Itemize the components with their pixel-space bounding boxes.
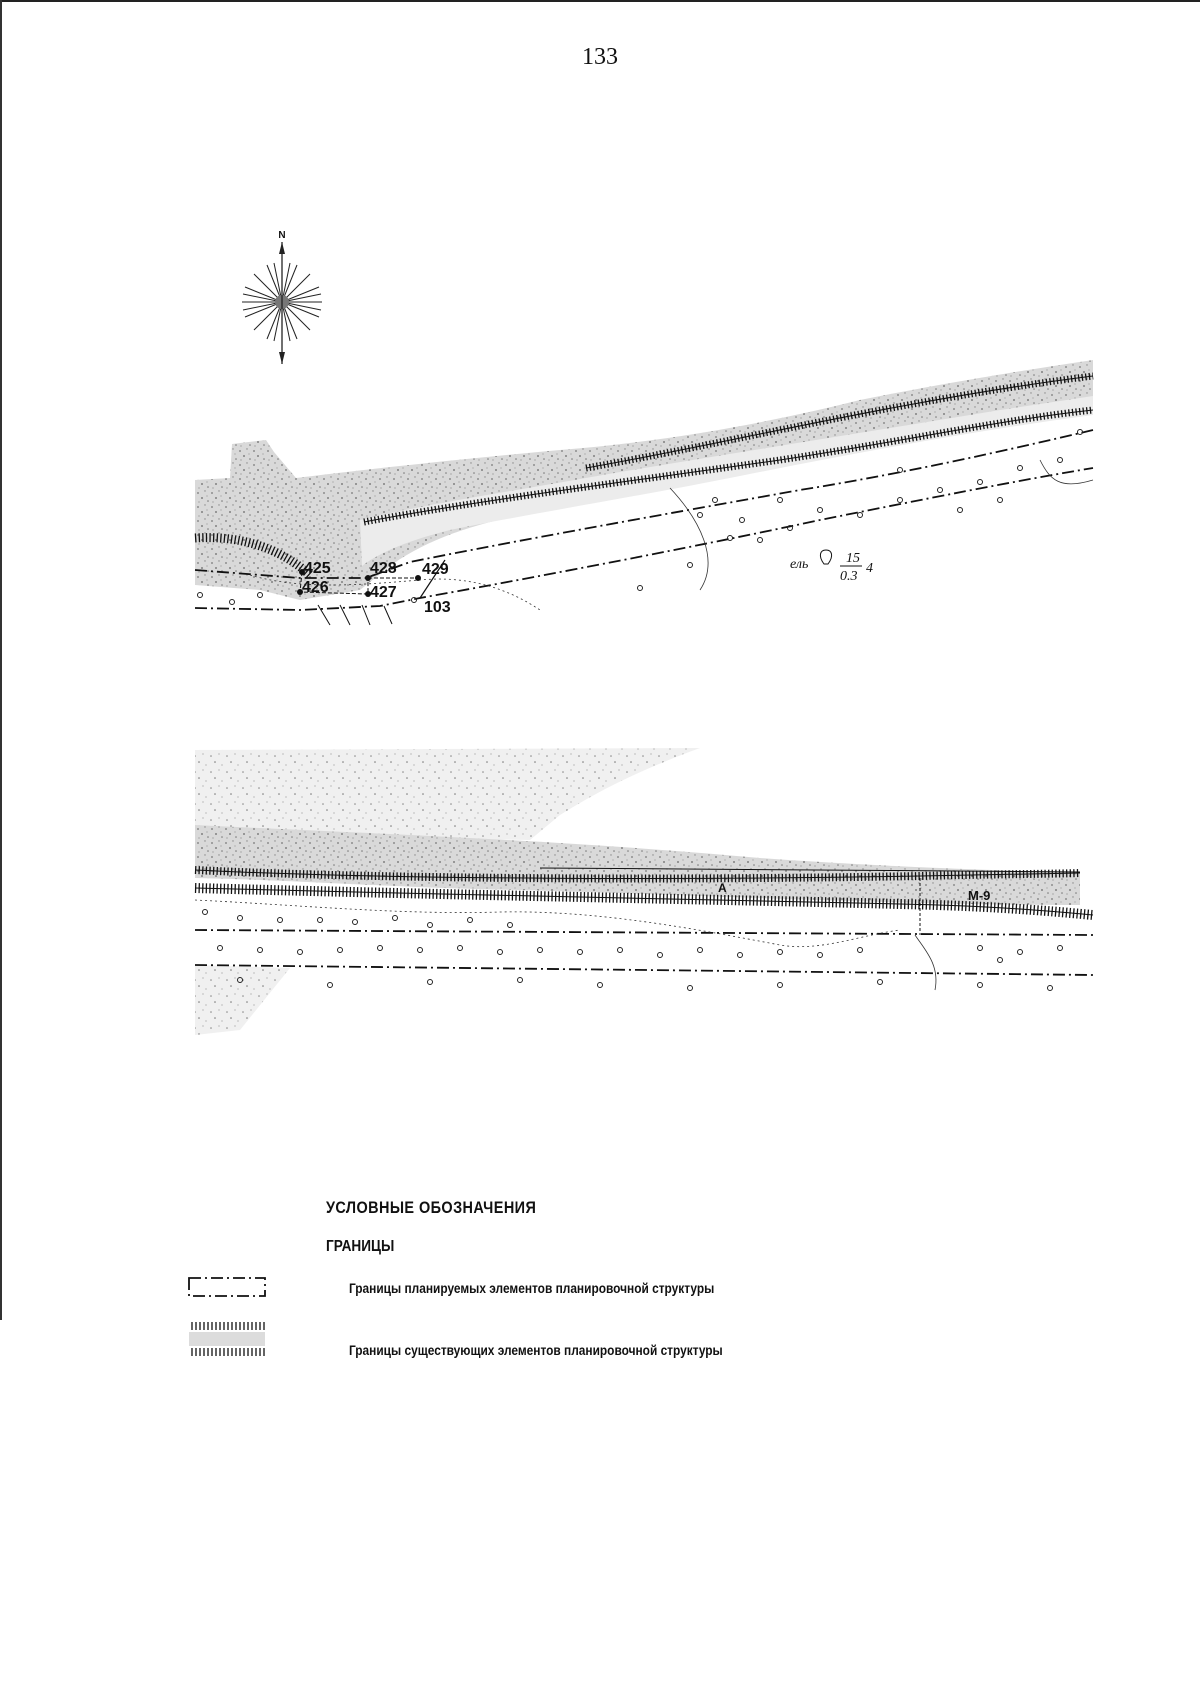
page-number: 133 [582, 44, 618, 70]
north-label: N [278, 230, 286, 241]
tree-numerator: 15 [846, 551, 860, 566]
point-label-426: 426 [302, 579, 329, 596]
map-upper [195, 360, 1093, 625]
legend-item-planned [187, 1272, 1087, 1312]
map-label-a: А [718, 881, 727, 895]
point-label-427: 427 [370, 584, 397, 601]
tree-species-label: ель [790, 557, 809, 572]
map-lower [195, 748, 1093, 1035]
dash-dot-boundary-icon [187, 1272, 267, 1302]
point-label-428: 428 [370, 560, 397, 577]
compass-rose-icon [242, 230, 322, 364]
tree-count: 4 [866, 561, 873, 576]
hatched-boundary-icon [187, 1320, 267, 1360]
legend-item-planned-text: Границы планируемых элементов планировочной структуры [349, 1280, 715, 1296]
point-label-425: 425 [304, 560, 331, 577]
point-label-103: 103 [424, 599, 451, 616]
legend-item-existing-text: Границы существующих элементов планировочной структуры [349, 1342, 723, 1358]
tree-icon [820, 550, 831, 564]
legend-title: УСЛОВНЫЕ ОБОЗНАЧЕНИЯ [326, 1198, 537, 1217]
tree-annotation [790, 550, 873, 584]
map-label-m9: М-9 [968, 888, 991, 903]
tree-denominator: 0.3 [840, 569, 858, 584]
legend-item-existing [187, 1320, 1087, 1360]
point-label-429: 429 [422, 561, 449, 578]
legend-section-title: ГРАНИЦЫ [326, 1238, 395, 1255]
